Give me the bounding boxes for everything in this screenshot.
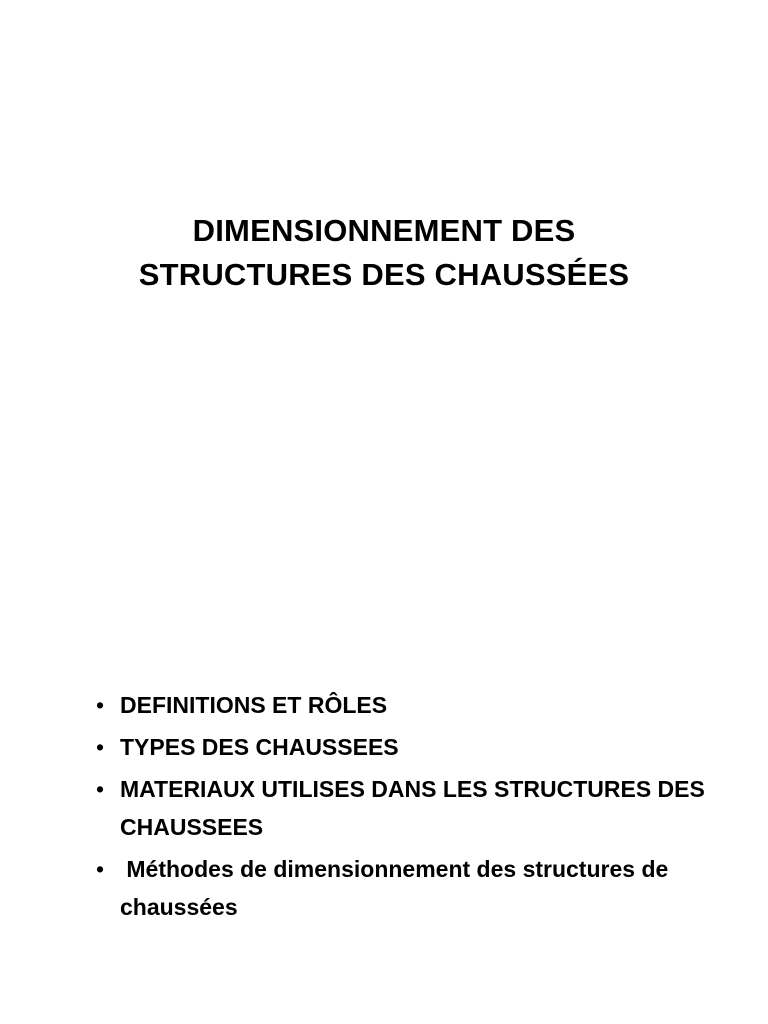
bullet-marker: • xyxy=(96,856,105,882)
bullet-marker: • xyxy=(96,692,105,718)
title-line-1: DIMENSIONNEMENT DES xyxy=(192,212,576,248)
bullet-list xyxy=(96,686,736,930)
title-line-2: STRUCTURES DES CHAUSSÉES xyxy=(138,256,630,292)
bullet-text: MATERIAUX UTILISES DANS LES STRUCTURES DES CHAUSSEES xyxy=(120,776,705,840)
slide-title xyxy=(40,209,728,297)
bullet-item-types xyxy=(96,728,736,766)
bullet-item-materiaux xyxy=(96,770,736,846)
bullet-text: DEFINITIONS ET RÔLES xyxy=(120,692,388,718)
bullet-item-definitions xyxy=(96,686,736,724)
bullet-text: TYPES DES CHAUSSEES xyxy=(120,734,399,760)
bullet-item-methodes xyxy=(96,850,736,926)
bullet-text: Méthodes de dimensionnement des structures de chaussées xyxy=(120,856,675,920)
bullet-marker: • xyxy=(96,776,105,802)
bullet-marker: • xyxy=(96,734,105,760)
